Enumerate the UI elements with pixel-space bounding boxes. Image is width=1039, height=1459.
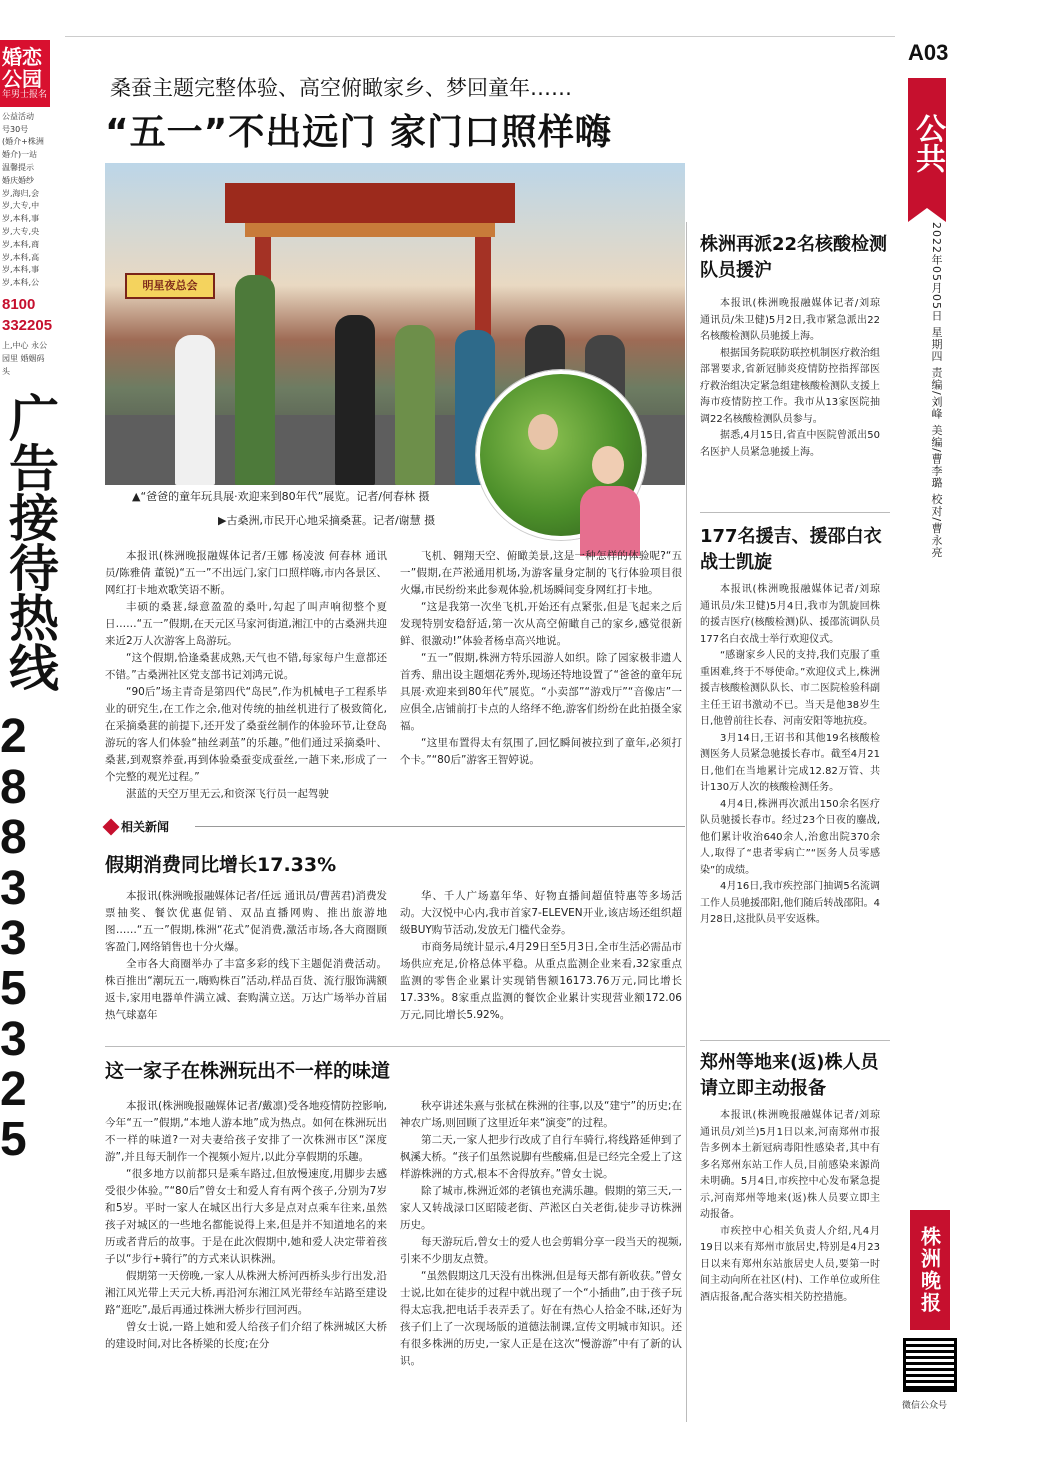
paragraph: “这是我第一次坐飞机,开始还有点紧张,但是飞起来之后发现特别安稳舒适,第一次从高空俯瞰自己的家乡,感觉很新鲜、很激动!”体验者杨卓高兴地说。	[400, 601, 682, 647]
paragraph: 湛蓝的天空万里无云,和资深飞行员一起驾驶	[126, 788, 329, 800]
hotline-digit: 2	[0, 710, 27, 764]
strip-address: 上,中心 永公园里 婚姻码头	[2, 340, 48, 376]
headline-kicker: 桑蚕主题完整体验、高空俯瞰家乡、梦回童年……	[110, 76, 572, 100]
person-face	[592, 446, 624, 484]
diamond-icon	[103, 818, 120, 835]
listing-item: 公益活动	[2, 111, 34, 121]
dancer-figure	[335, 315, 375, 485]
paragraph: 第二天,一家人把步行改成了自行车骑行,将线路延伸到了枫溪大桥。“孩子们虽然说脚有些酸痛,但是已经完全爱上了这样游株洲的方式,根本不舍得放弃。”曾女士说。	[400, 1134, 682, 1180]
hotline-digit: 5	[0, 1113, 27, 1167]
hotline-digit: 3	[0, 1012, 27, 1066]
marriage-park-banner	[0, 40, 50, 107]
article3-headline: 这一家子在株洲玩出不一样的味道	[105, 1060, 391, 1082]
article-column	[400, 548, 682, 769]
related-news-tag	[105, 818, 169, 835]
listing-item: 岁,本科,公	[2, 278, 40, 288]
paragraph: “这里布置得太有氛围了,回忆瞬间被拉到了童年,必须打个卡。”“80后”游客王智婷说。	[400, 737, 682, 766]
section-tag: 公共	[908, 78, 946, 208]
paragraph: 4月16日,我市疾控部门抽调5名流调工作人员驰援邵阳,他们随后转战邵阳。4月28日,这批队员平安返株。	[700, 881, 880, 925]
photo-caption-inset: ▶古桑洲,市民开心地采摘桑葚。记者/谢慧 摄	[218, 514, 436, 527]
listing-item: 婚庆婚纱	[2, 175, 34, 185]
qr-code-icon[interactable]	[903, 1338, 957, 1392]
photo-caption-main: ▲“爸爸的童年玩具展·欢迎来到80年代”展览。记者/何春林 摄	[132, 490, 430, 503]
paragraph: 秋亭讲述朱熹与张栻在株洲的往事,以及“建宁”的历史;在神农广场,则回顾了这里近年来“演变”的过程。	[400, 1100, 682, 1129]
hotline-digit: 8	[0, 811, 27, 865]
newspaper-logo: 株洲晚报	[910, 1210, 950, 1330]
paragraph: 本报讯(株洲晚报融媒体记者/刘琼 通讯员/朱卫健)5月2日,我市紧急派出22名核酸检测队员驰援上海。	[700, 298, 880, 342]
article-column	[105, 548, 387, 803]
strip-phone-2: 332205	[2, 316, 53, 334]
listing-item: 温馨提示	[2, 162, 34, 172]
paragraph: 本报讯(株洲晚报融媒体记者/王娜 杨凌波 何春林 通讯员/陈雅倩 董锐)“五一”不出远门,家门口照样嗨,市内各景区、网红打卡地欢歌笑语不断。	[105, 550, 387, 596]
hotline-digit: 2	[0, 1063, 27, 1117]
divider	[105, 1046, 685, 1047]
marriage-listing	[0, 107, 50, 294]
dateline: 2022年05月05日 星期四 责编/刘峰 美编/曹李璐 校对/曹永亮	[930, 222, 943, 559]
paragraph: “这个假期,恰逢桑葚成熟,天气也不错,每家每户生意都还不错。”古桑洲社区党支部书记刘鸿元说。	[105, 652, 387, 681]
hotline-digit: 8	[0, 760, 27, 814]
paragraph: 市商务局统计显示,4月29日至5月3日,全市生活必需品市场供应充足,价格总体平稳。从重点监测企业来看,32家重点监测的零售企业累计实现销售额16173.76万元,同比增长17.33%。8家重点监测的餐饮企业累计实现营业额172.06万元,同比增长5.92%。	[400, 941, 682, 1021]
related-headline: 假期消费同比增长17.33%	[105, 854, 337, 876]
gate-beam	[245, 223, 495, 237]
ad-hotline-digits	[0, 712, 50, 1166]
shop-sign: 明星夜总会	[125, 273, 215, 299]
paragraph: 每天游玩后,曾女士的爱人也会剪辑分享一段当天的视频,引来不少朋友点赞。	[400, 1236, 682, 1265]
top-rule	[65, 36, 895, 37]
listing-item: 岁,本科,事	[2, 265, 40, 275]
marriage-park-sub: 年男士报名	[2, 90, 48, 100]
qr-caption: 微信公众号	[902, 1401, 948, 1411]
gate-arch	[225, 183, 515, 223]
page-number: A03	[908, 40, 949, 65]
listing-item: 岁,海归,会	[2, 188, 40, 198]
listing-item: 婚介)一站	[2, 150, 38, 160]
side-headline-3: 郑州等地来(返)株人员请立即主动报备	[700, 1052, 879, 1099]
paragraph: 假期第一天傍晚,一家人从株洲大桥河西桥头步行出发,沿湘江风光带上天元大桥,再沿河东湘江风光带经车站路至建设路“逛吃”,最后再通过株洲大桥步行回河西。	[105, 1270, 387, 1316]
listing-item: 号30号	[2, 124, 29, 134]
side-headline-2: 177名援吉、援邵白衣战士凯旋	[700, 526, 882, 573]
side-headline-1: 株洲再派22名核酸检测队员援沪	[700, 234, 888, 281]
paragraph: 丰硕的桑葚,绿意盈盈的桑叶,勾起了叫声响彻整个夏日……“五一”假期,在天元区马家河街道,湘江中的古桑洲共迎来近2万人次游客上岛游玩。	[105, 601, 387, 647]
paragraph: “五一”假期,株洲方特乐园游人如织。除了园家极非遗人首秀、鼎出设主题烟花秀外,现场还特地设置了“爸爸的童年玩具展·欢迎来到80年代”展览。“小卖部”“游戏厅”“音像店”一应俱全,店铺前打卡点的人络绎不绝,游客们纷纷在此拍摄全家福。	[400, 652, 682, 732]
divider	[195, 826, 685, 827]
paragraph: “90后”场主青奇是第四代“岛民”,作为机械电子工程系毕业的研究生,在工作之余,他对传统的抽丝机进行了极致简化,在采摘桑葚的前提下,还开发了桑蚕丝制作的体验环节,让登岛游玩的客人们体验“抽丝剥茧”的乐趣。”他们通过采摘桑叶、桑葚,到观察养蚕,再到体验桑蚕变成蚕丝,一趟下来,形成了一个完整的观光过程。”	[105, 686, 387, 783]
paragraph: 市疾控中心相关负责人介绍,凡4月19日以来有郑州市旅居史,特别是4月23日以来有郑州东站旅居史人员,要第一时间主动向所在社区(村)、工作单位或所住酒店报备,配合落实相关防控措施。	[700, 1225, 880, 1303]
related-news-label: 相关新闻	[121, 820, 170, 834]
article-column	[400, 1098, 682, 1370]
listing-item: 岁,大专,央	[2, 226, 40, 236]
hotline-digit: 3	[0, 861, 27, 915]
inset-photo	[476, 370, 646, 540]
side-article	[700, 1108, 880, 1306]
headline: “五一”不出远门 家门口照样嗨	[105, 112, 612, 153]
article-column	[105, 888, 387, 1024]
paragraph: 本报讯(株洲晚报融媒体记者/刘琼 通讯员/刘兰)5月1日以来,河南郑州市报告多例本土新冠病毒阳性感染者,其中有多名郑州东站工作人员,目前感染来源尚未明确。5月4日,市疾控中心发布紧急提示,河南郑州等地来(返)株人员要立即主动报备。	[700, 1110, 880, 1220]
paragraph: 4月4日,株洲再次派出150余名医疗队员驰援长春市。经过23个日夜的鏖战,他们累计收治640余人,治愈出院370余人,取得了“患者零病亡”“医务人员零感染”的成绩。	[700, 798, 880, 876]
paragraph: 华、千人广场嘉年华、好物直播间超值特惠等多场活动。大汉悦中心内,我市首家7-ELEVEN开业,该店场还组织超级BUY购节活动,发放无门槛代金券。	[400, 890, 682, 936]
paragraph: 除了城市,株洲近郊的老镇也充满乐趣。假期的第三天,一家人又转战渌口区昭陵老街、芦淞区白关老街,徒步寻访株洲历史。	[400, 1185, 682, 1231]
dancer-figure	[395, 325, 435, 485]
marriage-park-title: 婚恋公园	[2, 45, 42, 91]
listing-item: 岁,本科,事	[2, 214, 40, 224]
paragraph: 3月14日,王诏书和其他19名核酸检测医务人员紧急驰援长春市。截至4月21日,他们在当地累计完成12.82万管、共计130万人次的核酸检测任务。	[700, 732, 880, 793]
divider	[700, 1040, 890, 1041]
person-body	[580, 486, 640, 556]
listing-item: 岁,本科,商	[2, 239, 40, 249]
paragraph: 飞机、翱翔天空、俯瞰美景,这是一种怎样的体验呢?“五一”假期,在芦淞通用机场,为游客量身定制的飞行体验项目很火爆,市民纷纷来此参观体验,机场瞬间变身网红打卡地。	[400, 550, 682, 596]
paragraph: 据悉,4月15日,省直中医院曾派出50名医护人员紧急驰援上海。	[700, 430, 880, 458]
divider	[700, 512, 890, 513]
paragraph: 本报讯(株洲晚报融媒体记者/任远 通讯员/曹茜君)消费发票抽奖、餐饮优惠促销、双品直播网购、推出旅游地图……“五一”假期,株洲“花式”促消费,激活市场,各大商圈顾客盈门,网络销售也十分火爆。	[105, 890, 387, 953]
side-article	[700, 296, 880, 461]
column-divider	[686, 222, 687, 1422]
paragraph: “很多地方以前都只是乘车路过,但放慢速度,用脚步去感受很少体验。”“80后”曾女士和爱人育有两个孩子,分别为7岁和5岁。平时一家人在城区出行大多是点对点乘车往来,虽然孩子对城区的一些地名都能说得上来,但是并不知道地名的来历或者背后的故事。于是在此次假期中,她和爱人决定带着孩子以“步行+骑行”的方式来认识株洲。	[105, 1168, 387, 1265]
paragraph: “感谢家乡人民的支持,我们克服了重重困难,终于不辱使命。”欢迎仪式上,株洲援吉核酸检测队队长、市二医院检验科副主任王诏书激动不已。当天是他38岁生日,他曾前往长春、河南安阳等地抗疫。	[700, 650, 880, 727]
hotline-digit: 5	[0, 962, 27, 1016]
strip-phone-1: 8100	[2, 295, 36, 313]
paragraph: 曾女士说,一路上她和爱人给孩子们介绍了株洲城区大桥的建设时间,对比各桥梁的长度;在分	[105, 1321, 387, 1350]
dancer-figure	[175, 335, 215, 485]
paragraph: 本报讯(株洲晚报融媒体记者/戴凛)受各地疫情防控影响,今年“五一”假期,“本地人游本地”成为热点。如何在株洲玩出不一样的味道?一对夫妻给孩子安排了一次株洲市区“深度游”,并且每天制作一个视频小短片,以此分享假期的乐趣。	[105, 1100, 387, 1163]
listing-item: (婚介+株洲	[2, 137, 44, 147]
paragraph: 全市各大商圈举办了丰富多彩的线下主题促消费活动。株百推出“潮玩五一,嗨购株百”活动,样品百货、流行服饰满额返卡,家用电器单件满立减、套购满立送。万达广场举办首届热气球嘉年	[105, 958, 387, 1021]
paragraph: 根据国务院联防联控机制医疗救治组部署要求,省新冠肺炎疫情防控指挥部医疗救治组决定紧急组建核酸检测队支援上海市疫情防控工作。我市从13家医院抽调22名核酸检测队员参与。	[700, 347, 880, 425]
article-column	[105, 1098, 387, 1353]
adjacent-page-strip	[0, 40, 60, 1420]
side-article	[700, 582, 880, 929]
paragraph: “虽然假期这几天没有出株洲,但是每天都有新收获。”曾女士说,比如在徒步的过程中就出现了一个“小插曲”,由于孩子玩得太忘我,把电话手表弄丢了。好在有热心人拾金不昧,还好为孩子们上了一次现场版的道德法制课,宣传文明城市知识。还有很多株洲的历史,一家人正是在这次“慢游游”中有了新的认识。	[400, 1270, 682, 1367]
person-face	[528, 414, 558, 450]
hotline-digit: 3	[0, 911, 27, 965]
article-column	[400, 888, 682, 1024]
ad-hotline-label: 广告接待热线	[1, 392, 60, 693]
listing-item: 岁,大专,中	[2, 201, 40, 211]
dancer-figure	[235, 275, 275, 485]
listing-item: 岁,本科,高	[2, 252, 40, 262]
paragraph: 本报讯(株洲晚报融媒体记者/刘琼 通讯员/朱卫健)5月4日,我市为凯旋回株的援吉医疗(核酸检测)队、援邵流调队员177名白衣战士举行欢迎仪式。	[700, 584, 880, 645]
